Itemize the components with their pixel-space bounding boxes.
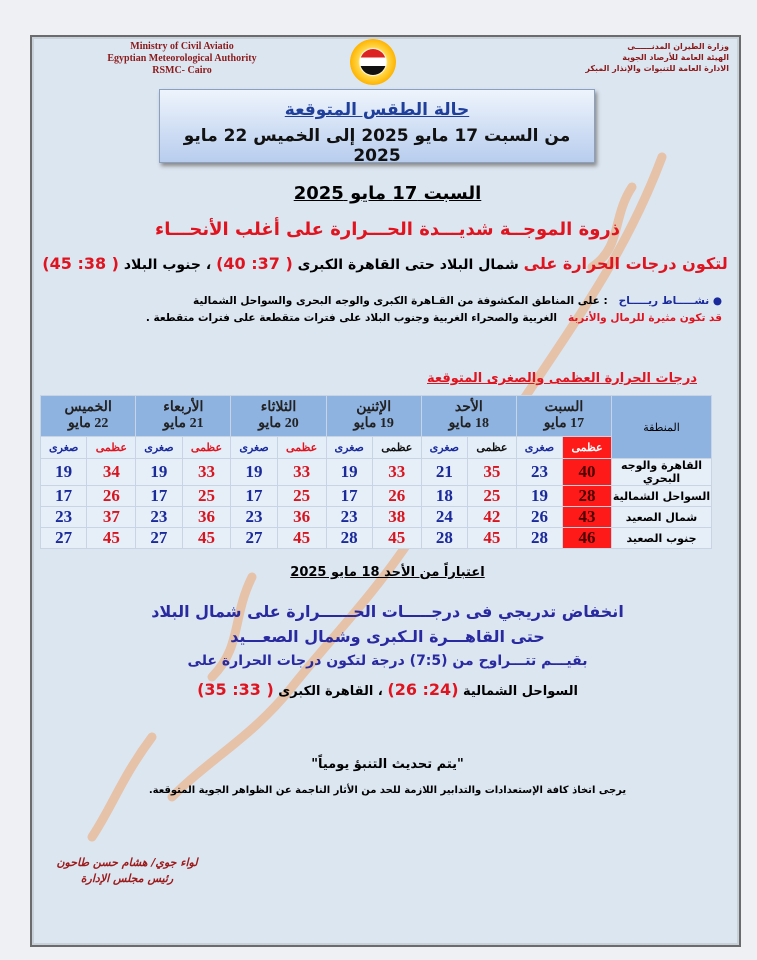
outlook-line: حتى القاهـــرة الـكبرى وشمال الصعـــيد: [230, 627, 545, 646]
max-temp: 46: [563, 528, 612, 549]
day-name: الثلاثاء: [260, 400, 297, 415]
day-name: الإثنين: [356, 400, 392, 415]
authority-logo-icon: [350, 39, 396, 85]
outlook-temps-a: السواحل الشمالية: [463, 684, 578, 699]
max-temp: 26: [87, 486, 136, 507]
title-box: [159, 89, 595, 166]
date-range: من السبت 17 مايو 2025 إلى الخميس 22 مايو 2025: [183, 126, 571, 166]
table-row: [41, 528, 712, 549]
day-date: 20 مايو: [258, 416, 299, 431]
day-date: 17 مايو: [543, 416, 585, 431]
min-temp: 26: [516, 507, 562, 528]
min-temp: 21: [421, 459, 467, 486]
min-label: صغرى: [326, 437, 372, 459]
max-temp: 25: [182, 486, 231, 507]
signature: [42, 855, 212, 887]
region-name: جنوب الصعيد: [612, 528, 712, 549]
min-temp: 19: [41, 459, 87, 486]
min-temp: 28: [516, 528, 562, 549]
max-temp: 40: [563, 459, 612, 486]
min-temp: 19: [326, 459, 372, 486]
header-english: [102, 41, 262, 77]
min-temp: 27: [231, 528, 277, 549]
max-temp: 38: [372, 507, 421, 528]
wind-label: ● نشـــــاط ريـــــاح: [618, 295, 722, 307]
min-temp: 28: [326, 528, 372, 549]
min-label: صغرى: [231, 437, 277, 459]
max-temp: 45: [277, 528, 326, 549]
max-temp: 43: [563, 507, 612, 528]
table-row: [41, 459, 712, 486]
temps-d: ، جنوب البلاد: [123, 257, 212, 273]
min-label: صغرى: [516, 437, 562, 459]
outlook-temps-c: ، القاهرة الكبرى: [278, 684, 383, 699]
max-label: عظمى: [182, 437, 231, 459]
day-date: 18 مايو: [448, 416, 489, 431]
min-temp: 18: [421, 486, 467, 507]
wind-note: [52, 293, 722, 327]
outlook-temps: [32, 679, 743, 703]
max-temp: 34: [87, 459, 136, 486]
max-temp: 28: [563, 486, 612, 507]
min-temp: 27: [136, 528, 182, 549]
day-header: [516, 396, 611, 437]
signature-name: لواء جوي/ هشام حسن طاحون: [56, 856, 198, 869]
region-name: شمال الصعيد: [612, 507, 712, 528]
outlook-temps-b: (24: 26): [387, 680, 459, 699]
max-temp: 36: [277, 507, 326, 528]
header-en-line: Ministry of Civil Aviatio: [130, 41, 234, 52]
max-temp: 42: [467, 507, 516, 528]
max-temp: 35: [467, 459, 516, 486]
max-label: عظمى: [467, 437, 516, 459]
max-temp: 25: [277, 486, 326, 507]
wind-label2: قد تكون مثيرة للرمال والأتربة: [567, 312, 722, 324]
table-row: [41, 507, 712, 528]
header-en-line: Egyptian Meteorological Authority: [107, 53, 257, 64]
day-name: الأربعاء: [163, 400, 204, 415]
outlook-line: انخفاض تدريجي فى درجـــــات الحــــــرارة على شمال البلاد: [151, 602, 624, 621]
outlook-heading: اعتباراً من الأحد 18 مايو 2025: [290, 565, 485, 580]
temps-c: ( 37: 40): [216, 254, 293, 273]
max-label: عظمى: [563, 437, 612, 459]
temps-e: ( 38: 45): [42, 254, 119, 273]
max-label: عظمى: [277, 437, 326, 459]
header-ar-line: الهيئة العامة للأرصاد الجوية: [622, 53, 729, 62]
header-arabic: [585, 41, 729, 74]
day-date: 22 مايو: [67, 416, 109, 431]
max-temp: 45: [372, 528, 421, 549]
day-name: السبت: [544, 400, 584, 415]
day-header: [136, 396, 231, 437]
table-row: [41, 486, 712, 507]
min-temp: 19: [516, 486, 562, 507]
max-temp: 25: [467, 486, 516, 507]
min-temp: 17: [231, 486, 277, 507]
min-temp: 19: [231, 459, 277, 486]
temps-line: [40, 253, 730, 276]
max-temp: 45: [87, 528, 136, 549]
min-temp: 23: [41, 507, 87, 528]
day-date: 21 مايو: [163, 416, 204, 431]
signature-title: رئيس مجلس الإدارة: [80, 872, 174, 885]
day-heading: السبت 17 مايو 2025: [293, 183, 482, 204]
min-label: صغرى: [421, 437, 467, 459]
outlook-temps-d: ( 33: 35): [197, 680, 274, 699]
min-temp: 28: [421, 528, 467, 549]
forecast-document: [30, 35, 741, 947]
header-ar-line: الادارة العامة للتنبوات والإنذار المبكر: [585, 64, 729, 73]
min-temp: 17: [136, 486, 182, 507]
min-temp: 27: [41, 528, 87, 549]
outlook-line: بقيـــم تتـــراوح من (7:5) درجة لتكون درجات الحرارة على: [187, 653, 588, 669]
day-header: [421, 396, 516, 437]
min-temp: 17: [326, 486, 372, 507]
max-temp: 45: [467, 528, 516, 549]
temperature-table: [40, 395, 712, 549]
max-temp: 33: [277, 459, 326, 486]
header-en-line: RSMC- Cairo: [152, 65, 212, 76]
day-name: الخميس: [64, 400, 112, 415]
advice: يرجى اتخاذ كافة الإستعدادات والتدابير اللازمة للحد من الأثار الناجمة عن الظواهر الجوية المتوقعة.: [148, 785, 627, 796]
max-label: عظمى: [87, 437, 136, 459]
max-temp: 45: [182, 528, 231, 549]
min-temp: 17: [41, 486, 87, 507]
day-header: [231, 396, 326, 437]
headline: ذروة الموجــة شديـــدة الحـــرارة على أغلب الأنحـــاء: [155, 219, 620, 240]
min-temp: 24: [421, 507, 467, 528]
max-temp: 37: [87, 507, 136, 528]
region-name: القاهرة والوجه البحري: [612, 459, 712, 486]
day-header: [41, 396, 136, 437]
day-date: 19 مايو: [353, 416, 394, 431]
day-name: الأحد: [454, 400, 483, 415]
min-label: صغرى: [136, 437, 182, 459]
update-note: "يتم تحديث التنبؤ يومياً": [311, 757, 464, 772]
min-temp: 23: [231, 507, 277, 528]
day-header: [326, 396, 421, 437]
region-name: السواحل الشمالية: [612, 486, 712, 507]
wind-text2: الغربية والصحراء الغربية وجنوب البلاد على فترات متقطعة على فترات متقطعة .: [145, 312, 558, 324]
header-ar-line: وزارة الطيران المدنــــــى: [627, 42, 729, 51]
max-temp: 36: [182, 507, 231, 528]
min-temp: 23: [516, 459, 562, 486]
table-title: درجات الحرارة العظمى والصغرى المتوقعة: [427, 371, 697, 386]
temps-a: لتكون درجات الحرارة على: [523, 254, 728, 273]
outlook-text: [32, 599, 743, 674]
min-temp: 23: [136, 507, 182, 528]
max-label: عظمى: [372, 437, 421, 459]
max-temp: 26: [372, 486, 421, 507]
max-temp: 33: [372, 459, 421, 486]
min-temp: 19: [136, 459, 182, 486]
min-temp: 23: [326, 507, 372, 528]
page-title: حالة الطقس المتوقعة: [284, 100, 470, 120]
max-temp: 33: [182, 459, 231, 486]
temps-b: شمال البلاد حتى القاهرة الكبرى: [297, 257, 519, 273]
region-header: المنطقة: [612, 396, 712, 459]
wind-text1: : على المناطق المكشوفة من القـاهرة الكبرى والوجه البحرى والسواحل الشمالية: [192, 295, 608, 307]
min-label: صغرى: [41, 437, 87, 459]
